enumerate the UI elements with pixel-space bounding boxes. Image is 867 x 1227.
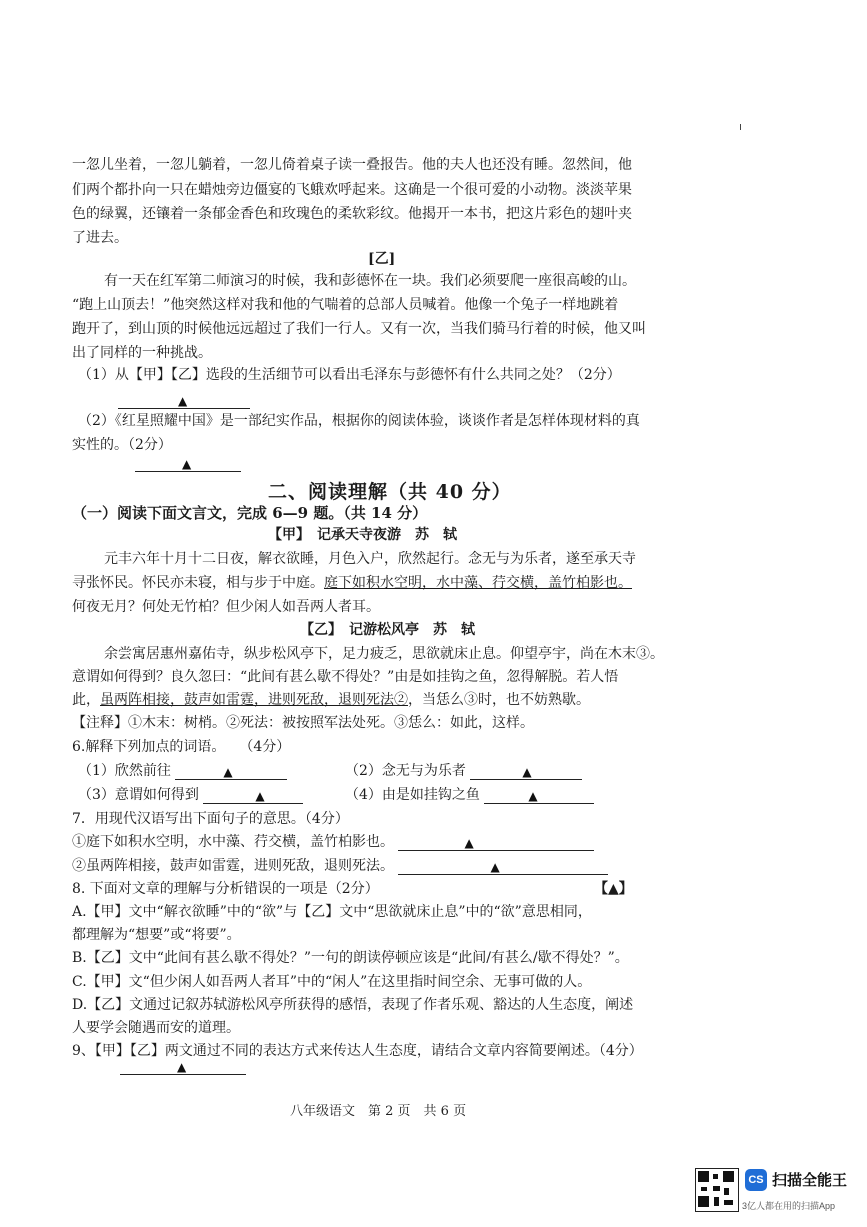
passage-top-line-4: 了进去。 bbox=[72, 230, 128, 246]
yi-line-3 bbox=[72, 691, 590, 709]
jia-line-1: 元丰六年十月十二日夜，解衣欲睡，月色入户，欣然起行。念无与为乐者，遂至承天寺 bbox=[104, 551, 636, 567]
passage-yi-line-3: 跑开了，到山顶的时候他远远超过了我们一行人。又有一次，当我们骑马行着的时候，他又叫 bbox=[72, 321, 646, 337]
yi-title: 【乙】 记游松风亭 苏 轼 bbox=[300, 622, 475, 638]
part-1-title: （一）阅读下面文言文，完成 6—9 题。（共 14 分） bbox=[72, 504, 428, 522]
answer-triangle-icon: ▲ bbox=[177, 1060, 187, 1074]
passage-top-line-1: 一忽儿坐着，一忽儿躺着，一忽儿倚着桌子读一叠报告。他的夫人也还没有睡。忽然间，他 bbox=[72, 157, 632, 173]
yi-line-3-end: ，当恁么③时，也不妨熟歇。 bbox=[408, 692, 590, 708]
passage-top-line-3: 色的绿翼，还镶着一条郁金香色和玫瑰色的柔软彩纹。他揭开一本书，把这片彩色的翅叶夹 bbox=[72, 206, 632, 222]
question-8: 8. 下面对文章的理解与分析错误的一项是（2分） bbox=[72, 881, 379, 897]
question-7: 7．用现代汉语写出下面句子的意思。（4分） bbox=[72, 811, 349, 827]
answer-triangle-icon: ▲ bbox=[490, 860, 500, 874]
option-d-line-1: D.【乙】文通过记叙苏轼游松风亭所获得的感悟，表现了作者乐观、豁达的人生态度，阐述 bbox=[72, 997, 634, 1013]
scanner-logo-icon: CS bbox=[745, 1169, 767, 1191]
answer-blank-q6-1[interactable] bbox=[175, 765, 287, 780]
question-2-line-2: 实性的。（2分） bbox=[72, 437, 172, 453]
question-7-item-2 bbox=[72, 857, 608, 875]
answer-triangle-icon: ▲ bbox=[464, 836, 474, 850]
answer-line-q9[interactable] bbox=[120, 1058, 246, 1075]
q6-item-2-label: （2）念无与为乐者 bbox=[345, 763, 466, 779]
question-2-line-1: （2）《红星照耀中国》是一部纪实作品，根据你的阅读体验，谈谈作者是怎样体现材料的真 bbox=[78, 413, 640, 429]
answer-triangle-icon: ▲ bbox=[255, 789, 265, 803]
jia-line-2 bbox=[72, 574, 632, 592]
section-2-title: 二、阅读理解（共 40 分） bbox=[268, 481, 512, 503]
passage-yi-line-4: 出了同样的一种挑战。 bbox=[72, 345, 212, 361]
option-a-line-1: A.【甲】文中“解衣欲睡”中的“欲”与【乙】文中“思欲就床止息”中的“欲”意思相同， bbox=[72, 904, 592, 920]
question-6-item-4 bbox=[345, 786, 594, 804]
yi-line-3-start: 此， bbox=[72, 692, 100, 708]
annotation-note: 【注释】①木末：树梢。②死法：被按照军法处死。③恁么：如此，这样。 bbox=[72, 715, 534, 731]
answer-triangle-icon: ▲ bbox=[223, 765, 233, 779]
passage-top-line-2: 们两个都扑向一只在蜡烛旁边僵宴的飞蛾欢呼起来。这确是一个很可爱的小动物。淡淡苹果 bbox=[72, 182, 632, 198]
answer-triangle-icon: ▲ bbox=[522, 765, 532, 779]
q7-item-1-text: ①庭下如积水空明，水中藻、荇交横，盖竹柏影也。 bbox=[72, 834, 394, 850]
answer-blank-q6-2[interactable] bbox=[470, 765, 582, 780]
answer-triangle-icon: ▲ bbox=[182, 457, 192, 471]
answer-triangle-icon: ▲ bbox=[528, 789, 538, 803]
passage-yi-line-1: 有一天在红军第二师演习的时候，我和彭德怀在一块。我们必须要爬一座很高峻的山。 bbox=[104, 273, 636, 289]
qr-code bbox=[695, 1168, 739, 1212]
yi-line-1: 余尝寓居惠州嘉佑寺，纵步松风亭下，足力疲乏，思欲就床止息。仰望亭宇，尚在木末③。 bbox=[104, 646, 664, 662]
yi-underlined-sentence: 虽两阵相接，鼓声如雷霆，进则死敌，退则死法② bbox=[100, 692, 408, 708]
answer-blank-q6-3[interactable] bbox=[203, 789, 303, 804]
answer-blank-q6-4[interactable] bbox=[484, 789, 594, 804]
question-1: （1）从【甲】【乙】选段的生活细节可以看出毛泽东与彭德怀有什么共同之处？（2分） bbox=[78, 367, 621, 383]
page-footer: 八年级语文 第 2 页 共 6 页 bbox=[290, 1104, 467, 1119]
option-b: B.【乙】文中“此间有甚么歇不得处？”一句的朗读停顿应该是“此间/有甚么/歇不得处？”。 bbox=[72, 950, 629, 966]
answer-line-q2[interactable] bbox=[135, 455, 241, 472]
option-a-line-2: 都理解为“想要”或“将要”。 bbox=[72, 927, 241, 943]
scanner-app-name: 扫描全能王 bbox=[772, 1172, 848, 1189]
question-7-item-1 bbox=[72, 833, 594, 851]
question-6: 6.解释下列加点的词语。 （4分） bbox=[72, 739, 291, 755]
option-c: C.【甲】文“但少闲人如吾两人者耳”中的“闲人”在这里指时间空余、无事可做的人。 bbox=[72, 974, 592, 990]
answer-line-q1[interactable] bbox=[118, 392, 250, 409]
jia-title: 【甲】 记承天寺夜游 苏 轼 bbox=[268, 527, 457, 543]
q6-item-3-label: （3）意谓如何得到 bbox=[78, 787, 199, 803]
q7-item-2-text: ②虽两阵相接，鼓声如雷霆，进则死敌，退则死法。 bbox=[72, 858, 394, 874]
answer-triangle-icon: ▲ bbox=[178, 394, 188, 408]
question-6-item-2 bbox=[345, 762, 582, 780]
q6-item-4-label: （4）由是如挂钩之鱼 bbox=[345, 787, 480, 803]
answer-blank-q7-1[interactable] bbox=[398, 836, 594, 851]
question-6-item-3 bbox=[78, 786, 303, 804]
scan-mark bbox=[740, 124, 741, 130]
passage-yi-line-2: “跑上山顶去！”他突然这样对我和他的气喘着的总部人员喊着。他像一个兔子一样地跳着 bbox=[72, 297, 619, 313]
jia-line-3: 何夜无月？何处无竹柏？但少闲人如吾两人者耳。 bbox=[72, 599, 380, 615]
question-9: 9、【甲】【乙】两文通过不同的表达方式来传达人生态度，请结合文章内容简要阐述。（4分） bbox=[72, 1043, 643, 1059]
jia-line-2-text: 寻张怀民。怀民亦未寝，相与步于中庭。 bbox=[72, 575, 324, 591]
scanner-tagline: 3亿人都在用的扫描App bbox=[742, 1201, 836, 1211]
jia-underlined-sentence: 庭下如积水空明，水中藻、荇交横，盖竹柏影也。 bbox=[324, 575, 632, 591]
question-6-item-1 bbox=[78, 762, 287, 780]
q6-item-1-label: （1）欣然前往 bbox=[78, 763, 171, 779]
yi-label: [乙] bbox=[368, 251, 396, 267]
answer-blank-q7-2[interactable] bbox=[398, 860, 608, 875]
option-d-line-2: 人要学会随遇而安的道理。 bbox=[72, 1020, 240, 1036]
yi-line-2: 意谓如何得到？良久忽曰：“此间有甚么歇不得处？”由是如挂钩之鱼，忽得解脱。若人悟 bbox=[72, 669, 619, 685]
answer-bracket-q8[interactable]: 【▲】 bbox=[594, 881, 633, 897]
